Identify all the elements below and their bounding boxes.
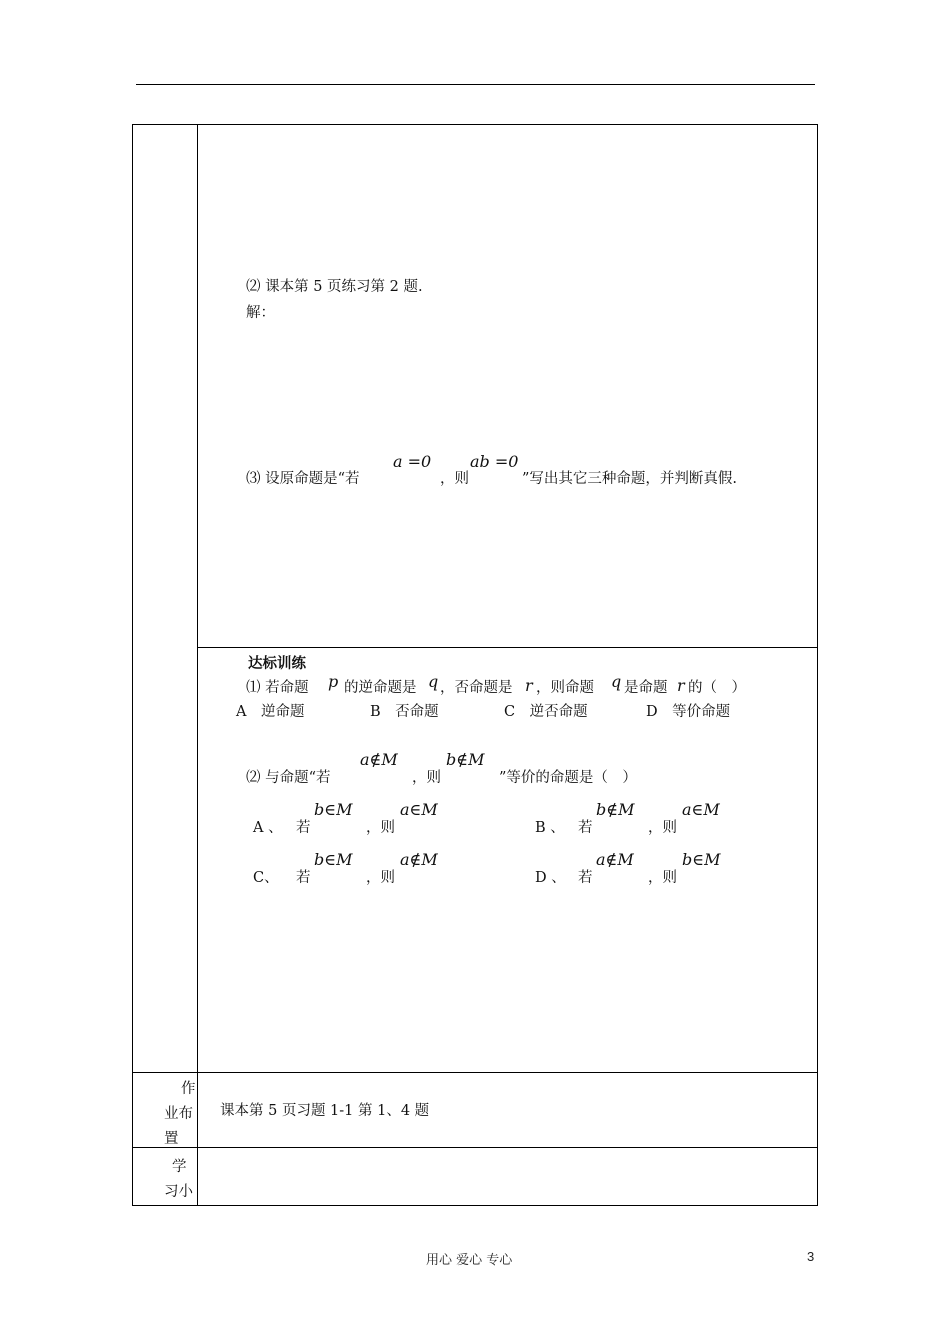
q2-option-d-if: 若 <box>578 870 593 886</box>
q2-option-b-then: ，则 <box>648 820 677 836</box>
q1-option-c: C 逆否命题 <box>504 704 588 720</box>
homework-content: 课本第 5 页习题 1-1 第 1、4 题 <box>220 1103 430 1119</box>
practice-heading: 达标训练 <box>248 656 306 672</box>
q2-mid: ，则 <box>412 770 441 786</box>
exercise-3-math-a: a =0 <box>393 452 432 471</box>
q2-option-c-label: C、 <box>253 870 279 886</box>
q1-text-5: 是命题 <box>624 680 668 696</box>
q2-option-d-then: ，则 <box>648 870 677 886</box>
q2-option-c-then: ，则 <box>366 870 395 886</box>
header-rule <box>136 84 815 85</box>
table-left-border <box>132 124 133 1205</box>
solution-label: 解： <box>246 305 275 321</box>
q1-text-6: 的（ ） <box>688 680 746 696</box>
q2-option-a-if: 若 <box>296 820 311 836</box>
table-bottom-border <box>132 1205 818 1206</box>
q1-text-2: 的逆命题是 <box>344 680 417 696</box>
q1-text-3: ，否命题是 <box>440 680 513 696</box>
homework-side-label-3: 置 <box>164 1131 179 1147</box>
q2-option-b-if: 若 <box>578 820 593 836</box>
q2-option-d-math-1: a∉M <box>596 850 634 869</box>
exercise-3-math-ab: ab =0 <box>470 452 519 471</box>
q1-option-b: B 否命题 <box>370 704 439 720</box>
table-column-divider <box>197 124 198 1205</box>
q2-option-c-if: 若 <box>296 870 311 886</box>
q1-option-d: D 等价命题 <box>646 704 731 720</box>
summary-side-label-1: 学 <box>172 1159 187 1175</box>
homework-side-label-1: 作 <box>181 1081 196 1097</box>
q2-option-d-math-2: b∈M <box>682 850 721 869</box>
q1-math-q: q <box>428 672 439 691</box>
q2-option-a-math-2: a∈M <box>400 800 438 819</box>
summary-side-label-2: 习小 <box>164 1184 193 1200</box>
q2-option-c-math-2: a∉M <box>400 850 438 869</box>
q1-math-q-2: q <box>611 672 622 691</box>
homework-side-label-2: 业布 <box>164 1106 193 1122</box>
page-number: 3 <box>807 1249 815 1264</box>
q2-suffix: ”等价的命题是（ ） <box>499 770 637 786</box>
q2-option-d-label: D 、 <box>535 870 566 886</box>
exercise-3-mid: ，则 <box>440 471 469 487</box>
q1-math-p: p <box>328 672 339 691</box>
exercise-3-suffix: ”写出其它三种命题，并判断真假. <box>522 471 738 487</box>
q1-math-r: r <box>525 676 533 695</box>
q2-option-c-math-1: b∈M <box>314 850 353 869</box>
q1-math-r-2: r <box>677 676 685 695</box>
q1-option-a: A 逆命题 <box>236 704 305 720</box>
summary-row-divider <box>132 1147 818 1148</box>
q2-math-2: b∉M <box>446 750 485 769</box>
table-top-border <box>132 124 818 125</box>
q2-option-a-then: ，则 <box>366 820 395 836</box>
q2-prefix: ⑵ 与命题“若 <box>246 770 331 786</box>
exercise-3-prefix: ⑶ 设原命题是“若 <box>246 471 360 487</box>
q1-text-4: ，则命题 <box>536 680 594 696</box>
q2-option-a-label: A 、 <box>253 820 283 836</box>
q2-option-b-label: B 、 <box>535 820 565 836</box>
homework-row-divider <box>132 1072 818 1073</box>
footer-text: 用心 爱心 专心 <box>426 1253 513 1268</box>
q1-text-1: ⑴ 若命题 <box>246 680 309 696</box>
q2-option-b-math-1: b∉M <box>596 800 635 819</box>
practice-row-divider <box>197 647 818 648</box>
q2-option-b-math-2: a∈M <box>682 800 720 819</box>
q2-option-a-math-1: b∈M <box>314 800 353 819</box>
exercise-2-text: ⑵ 课本第 5 页练习第 2 题. <box>246 279 423 295</box>
table-right-border <box>817 124 818 1205</box>
q2-math-1: a∉M <box>360 750 398 769</box>
